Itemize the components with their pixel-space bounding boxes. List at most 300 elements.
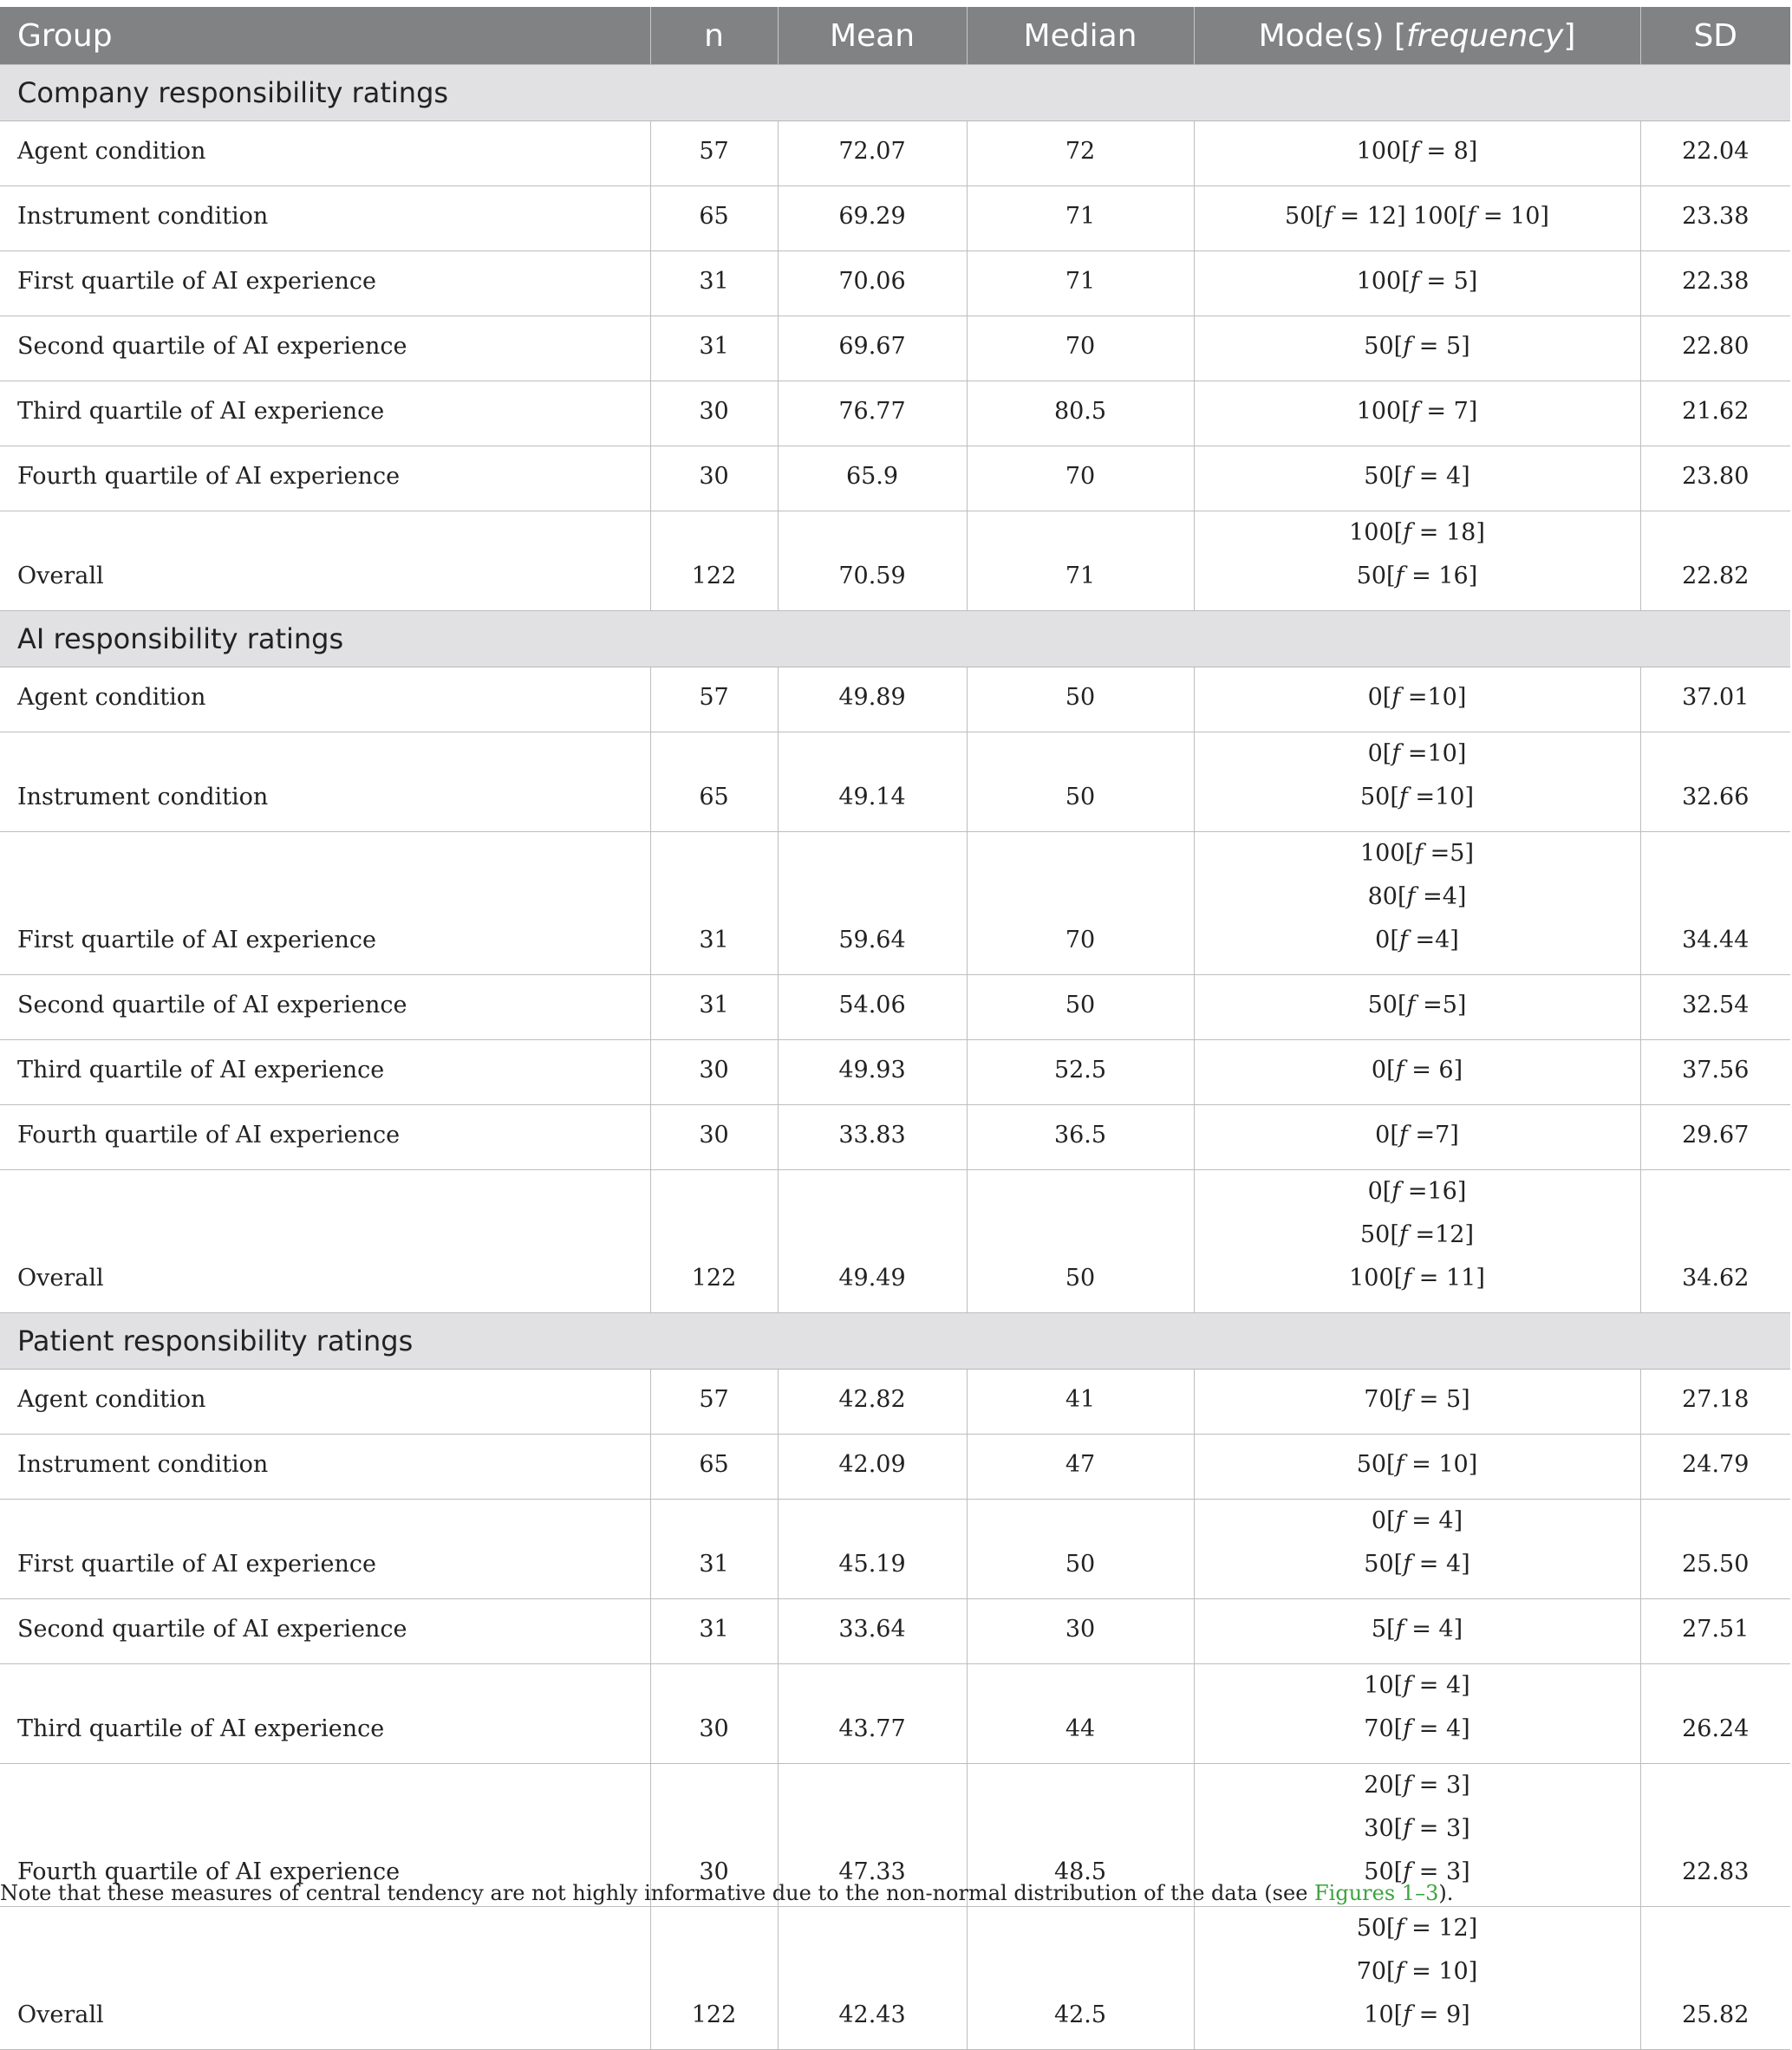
mode-value [1212,1708,1623,1751]
mode-text: 70[ [1364,1386,1404,1413]
cell-mean: 49.93 [778,1040,967,1105]
cell-sd: 24.79 [1640,1435,1790,1500]
cell-mean: 65.9 [778,446,967,511]
table-row [0,832,1790,975]
cell-median: 70 [967,446,1194,511]
cell-sd: 25.50 [1640,1500,1790,1599]
mode-value [1212,832,1623,875]
mode-text: 50[ [1364,1858,1404,1885]
table-footnote [0,1881,1453,1905]
mode-text: =4] [1407,927,1459,953]
cell-median: 44 [967,1664,1194,1764]
mode-value [1212,455,1623,498]
cell-modes [1194,186,1640,251]
cell-modes [1194,975,1640,1040]
mode-value [1212,390,1623,433]
cell-n: 30 [650,1664,778,1764]
mode-text: = 8] [1418,138,1478,165]
cell-group: Fourth quartile of AI experience [0,446,650,511]
cell-group: Instrument condition [0,186,650,251]
mode-frequency-symbol: f [1395,1958,1404,1985]
cell-median: 71 [967,186,1194,251]
mode-text: 100[ [1360,840,1415,867]
cell-sd: 29.67 [1640,1105,1790,1170]
mode-frequency-symbol: f [1403,333,1412,360]
cell-median: 80.5 [967,381,1194,446]
mode-text: =10] [1400,684,1467,711]
cell-mean: 49.14 [778,732,967,832]
mode-frequency-symbol: f [1414,840,1424,867]
mode-text: 80[ [1367,883,1407,910]
mode-value [1212,1214,1623,1257]
mode-text: = 4] [1411,463,1470,490]
mode-text: 50[ [1364,1551,1404,1578]
mode-frequency-symbol: f [1403,1265,1412,1292]
cell-sd: 27.51 [1640,1599,1790,1664]
mode-value [1212,1049,1623,1092]
table-row [0,316,1790,381]
cell-n: 65 [650,1435,778,1500]
footnote-end: ). [1438,1881,1454,1905]
mode-text: 0[ [1371,1057,1396,1084]
mode-frequency-symbol: f [1395,1451,1404,1478]
mode-text: 50[ [1356,563,1396,589]
table-body [0,65,1790,2050]
cell-group: Overall [0,1907,650,2050]
cell-median: 41 [967,1370,1194,1435]
mode-frequency-symbol: f [1403,519,1412,546]
cell-n: 65 [650,732,778,832]
mode-frequency-symbol: f [1410,268,1419,295]
mode-text: = 4] [1411,1551,1470,1578]
cell-mean: 54.06 [778,975,967,1040]
cell-modes [1194,1040,1640,1105]
mode-text: 50[ [1364,333,1404,360]
mode-text: = 3] [1411,1858,1470,1885]
mode-text: 100[ [1356,138,1411,165]
mode-frequency-symbol: f [1403,1772,1412,1799]
mode-text: = 11] [1411,1265,1485,1292]
mode-header-close: ] [1563,17,1576,54]
mode-value [1212,555,1623,598]
mode-text: 50[ [1360,1221,1399,1248]
cell-n: 30 [650,381,778,446]
mode-header-label: Mode(s) [ [1258,17,1406,54]
cell-median: 50 [967,667,1194,732]
cell-modes [1194,832,1640,975]
table-row [0,1907,1790,2050]
table-row [0,1170,1790,1313]
cell-modes [1194,667,1640,732]
cell-mean: 49.89 [778,667,967,732]
mode-text: = 6] [1404,1057,1463,1084]
cell-median: 36.5 [967,1105,1194,1170]
mode-text: 100[ [1349,1265,1404,1292]
mode-text: 0[ [1367,740,1392,767]
cell-mean: 70.59 [778,511,967,611]
cell-n: 31 [650,832,778,975]
table-row [0,446,1790,511]
cell-group: Second quartile of AI experience [0,316,650,381]
cell-group: First quartile of AI experience [0,1500,650,1599]
mode-text: 100[ [1356,398,1411,425]
cell-n: 57 [650,1370,778,1435]
cell-n: 122 [650,1907,778,2050]
mode-value [1212,776,1623,819]
mode-value [1212,676,1623,719]
cell-sd: 25.82 [1640,1907,1790,2050]
section-header-row [0,1313,1790,1370]
cell-n: 30 [650,1040,778,1105]
cell-sd: 32.66 [1640,732,1790,832]
cell-n: 31 [650,251,778,316]
mode-value [1212,1994,1623,2037]
cell-median: 30 [967,1599,1194,1664]
cell-median: 50 [967,732,1194,832]
mode-frequency-symbol: f [1398,1122,1408,1149]
mode-frequency-symbol: f [1398,1221,1408,1248]
cell-mean: 47.33 [778,1764,967,1907]
table-row [0,1500,1790,1599]
column-header-mean: Mean [778,7,967,65]
cell-mean: 42.43 [778,1907,967,2050]
section-title: Company responsibility ratings [0,65,1790,121]
mode-text: = 10] [1404,1958,1478,1985]
mode-frequency-symbol: f [1403,1672,1412,1699]
table-header [0,7,1790,65]
mode-text: =16] [1400,1178,1467,1205]
mode-value [1212,260,1623,303]
cell-group: Agent condition [0,667,650,732]
mode-text: = 18] [1411,519,1485,546]
table-row [0,1370,1790,1435]
cell-group: Agent condition [0,121,650,186]
mode-text: =10] [1407,784,1474,810]
mode-value [1212,1664,1623,1708]
mode-frequency-symbol: f [1395,1507,1404,1534]
mode-value [1212,1950,1623,1994]
cell-group: Agent condition [0,1370,650,1435]
cell-modes [1194,316,1640,381]
cell-n: 122 [650,1170,778,1313]
table-row [0,1040,1790,1105]
mode-frequency-symbol: f [1391,740,1401,767]
cell-modes [1194,1435,1640,1500]
header-row [0,7,1790,65]
mode-text: 20[ [1364,1772,1404,1799]
cell-sd: 22.83 [1640,1764,1790,1907]
cell-sd: 34.44 [1640,832,1790,975]
mode-frequency-symbol: f [1398,927,1408,953]
section-header-row [0,65,1790,121]
mode-text: 10[ [1364,1672,1404,1699]
cell-group: Fourth quartile of AI experience [0,1105,650,1170]
cell-group: First quartile of AI experience [0,251,650,316]
mode-header-italic: frequency [1406,17,1564,54]
mode-value [1212,1443,1623,1487]
mode-text: = 4] [1404,1616,1463,1643]
statistics-table [0,7,1790,2050]
cell-group: Instrument condition [0,732,650,832]
mode-text: = 12] 100[ [1332,203,1468,230]
cell-median: 50 [967,1500,1194,1599]
mode-value [1212,1378,1623,1422]
cell-modes [1194,1599,1640,1664]
mode-value [1212,1608,1623,1651]
mode-text: 100[ [1356,268,1411,295]
cell-median: 72 [967,121,1194,186]
cell-mean: 42.82 [778,1370,967,1435]
mode-value [1212,1114,1623,1157]
cell-mean: 59.64 [778,832,967,975]
cell-sd: 37.01 [1640,667,1790,732]
table-row [0,251,1790,316]
mode-frequency-symbol: f [1406,883,1416,910]
mode-text: = 5] [1411,1386,1470,1413]
mode-frequency-symbol: f [1403,1715,1412,1742]
cell-group: Overall [0,511,650,611]
cell-n: 57 [650,121,778,186]
mode-text: =5] [1415,992,1467,1018]
mode-frequency-symbol: f [1403,1858,1412,1885]
mode-frequency-symbol: f [1398,784,1408,810]
mode-frequency-symbol: f [1403,1551,1412,1578]
mode-text: =4] [1415,883,1467,910]
cell-median: 50 [967,1170,1194,1313]
mode-text: = 12] [1404,1915,1478,1942]
cell-sd: 23.38 [1640,186,1790,251]
mode-frequency-symbol: f [1406,992,1416,1018]
section-title: Patient responsibility ratings [0,1313,1790,1370]
table-row [0,1599,1790,1664]
mode-frequency-symbol: f [1410,138,1419,165]
mode-frequency-symbol: f [1395,1616,1404,1643]
cell-median: 71 [967,511,1194,611]
mode-text: 0[ [1371,1507,1396,1534]
mode-text: 30[ [1364,1815,1404,1842]
table-row [0,186,1790,251]
cell-sd: 21.62 [1640,381,1790,446]
table-row [0,1435,1790,1500]
cell-sd: 22.38 [1640,251,1790,316]
cell-n: 122 [650,511,778,611]
cell-modes [1194,511,1640,611]
mode-text: =7] [1407,1122,1459,1149]
cell-group: First quartile of AI experience [0,832,650,975]
column-header-n: n [650,7,778,65]
mode-text: 0[ [1375,927,1399,953]
mode-text: 0[ [1367,684,1392,711]
cell-sd: 34.62 [1640,1170,1790,1313]
cell-sd: 22.04 [1640,121,1790,186]
mode-text: 50[ [1364,463,1404,490]
cell-sd: 22.82 [1640,511,1790,611]
mode-frequency-symbol: f [1403,1386,1412,1413]
cell-n: 31 [650,1500,778,1599]
mode-frequency-symbol: f [1391,1178,1401,1205]
mode-text: 50[ [1356,1915,1396,1942]
mode-text: = 5] [1411,333,1470,360]
cell-sd: 23.80 [1640,446,1790,511]
cell-modes [1194,1105,1640,1170]
cell-n: 30 [650,1764,778,1907]
mode-frequency-symbol: f [1323,203,1333,230]
table-row [0,732,1790,832]
cell-n: 31 [650,1599,778,1664]
mode-text: 0[ [1367,1178,1392,1205]
column-header-median: Median [967,7,1194,65]
cell-median: 52.5 [967,1040,1194,1105]
mode-value [1212,1543,1623,1586]
mode-text: 50[ [1356,1451,1396,1478]
cell-median: 47 [967,1435,1194,1500]
cell-modes [1194,1370,1640,1435]
mode-value [1212,1764,1623,1807]
mode-value [1212,130,1623,173]
cell-n: 57 [650,667,778,732]
cell-modes [1194,1170,1640,1313]
cell-n: 31 [650,975,778,1040]
cell-median: 48.5 [967,1764,1194,1907]
section-title: AI responsibility ratings [0,611,1790,667]
section-header-row [0,611,1790,667]
cell-modes [1194,1500,1640,1599]
cell-mean: 43.77 [778,1664,967,1764]
mode-text: 50[ [1285,203,1324,230]
mode-value [1212,1257,1623,1300]
mode-value [1212,875,1623,919]
cell-median: 70 [967,316,1194,381]
mode-text: 10[ [1364,2001,1404,2028]
table-row [0,121,1790,186]
cell-modes [1194,1664,1640,1764]
cell-mean: 69.29 [778,186,967,251]
cell-median: 71 [967,251,1194,316]
cell-sd: 37.56 [1640,1040,1790,1105]
mode-value [1212,1807,1623,1851]
mode-text: =10] [1400,740,1467,767]
mode-value [1212,1170,1623,1214]
mode-value [1212,1500,1623,1543]
mode-value [1212,195,1623,238]
cell-modes [1194,732,1640,832]
cell-median: 50 [967,975,1194,1040]
mode-text: = 5] [1418,268,1478,295]
cell-modes [1194,1907,1640,2050]
mode-frequency-symbol: f [1395,1915,1404,1942]
cell-median: 42.5 [967,1907,1194,2050]
cell-mean: 42.09 [778,1435,967,1500]
mode-value [1212,325,1623,368]
column-header-group: Group [0,7,650,65]
mode-text: = 3] [1411,1815,1470,1842]
cell-mean: 72.07 [778,121,967,186]
cell-mean: 69.67 [778,316,967,381]
mode-frequency-symbol: f [1467,203,1476,230]
cell-n: 30 [650,1105,778,1170]
figures-link[interactable]: Figures 1–3 [1314,1881,1439,1905]
mode-text: = 10] [1404,1451,1478,1478]
mode-text: 50[ [1360,784,1399,810]
cell-group: Second quartile of AI experience [0,1599,650,1664]
cell-group: Third quartile of AI experience [0,1040,650,1105]
table-row [0,667,1790,732]
cell-mean: 49.49 [778,1170,967,1313]
table-row [0,511,1790,611]
mode-frequency-symbol: f [1395,1057,1404,1084]
mode-text: = 16] [1404,563,1478,589]
footnote-text: Note that these measures of central tendency are not highly informative due to the non-normal distribution of the data (see [0,1881,1315,1905]
mode-text: =5] [1423,840,1474,867]
mode-text: = 9] [1411,2001,1470,2028]
mode-value [1212,919,1623,962]
mode-frequency-symbol: f [1403,1815,1412,1842]
cell-mean: 33.83 [778,1105,967,1170]
mode-text: 0[ [1375,1122,1399,1149]
mode-text: = 7] [1418,398,1478,425]
table-row [0,1664,1790,1764]
cell-group: Third quartile of AI experience [0,1664,650,1764]
cell-median: 70 [967,832,1194,975]
mode-text: = 3] [1411,1772,1470,1799]
cell-sd: 22.80 [1640,316,1790,381]
cell-group: Third quartile of AI experience [0,381,650,446]
mode-text: 100[ [1349,519,1404,546]
mode-text: 70[ [1356,1958,1396,1985]
cell-modes [1194,446,1640,511]
cell-mean: 76.77 [778,381,967,446]
cell-n: 31 [650,316,778,381]
mode-frequency-symbol: f [1403,2001,1412,2028]
cell-group: Instrument condition [0,1435,650,1500]
cell-sd: 26.24 [1640,1664,1790,1764]
mode-text: = 4] [1411,1672,1470,1699]
cell-mean: 70.06 [778,251,967,316]
mode-value [1212,732,1623,776]
cell-group: Second quartile of AI experience [0,975,650,1040]
column-header-mode [1194,7,1640,65]
mode-text: 50[ [1367,992,1407,1018]
mode-value [1212,511,1623,555]
table-row [0,1105,1790,1170]
cell-sd: 27.18 [1640,1370,1790,1435]
mode-frequency-symbol: f [1410,398,1419,425]
mode-value [1212,984,1623,1027]
cell-group: Fourth quartile of AI experience [0,1764,650,1907]
mode-value [1212,1907,1623,1950]
column-header-sd: SD [1640,7,1790,65]
table-row [0,381,1790,446]
table-row [0,975,1790,1040]
cell-sd: 32.54 [1640,975,1790,1040]
cell-modes [1194,251,1640,316]
mode-frequency-symbol: f [1403,463,1412,490]
cell-mean: 45.19 [778,1500,967,1599]
mode-text: 70[ [1364,1715,1404,1742]
cell-modes [1194,381,1640,446]
cell-mean: 33.64 [778,1599,967,1664]
cell-n: 65 [650,186,778,251]
mode-text: 5[ [1371,1616,1396,1643]
mode-text: = 10] [1476,203,1549,230]
cell-modes [1194,121,1640,186]
cell-group: Overall [0,1170,650,1313]
mode-frequency-symbol: f [1391,684,1401,711]
cell-n: 30 [650,446,778,511]
mode-text: = 4] [1404,1507,1463,1534]
mode-text: =12] [1407,1221,1474,1248]
mode-text: = 4] [1411,1715,1470,1742]
